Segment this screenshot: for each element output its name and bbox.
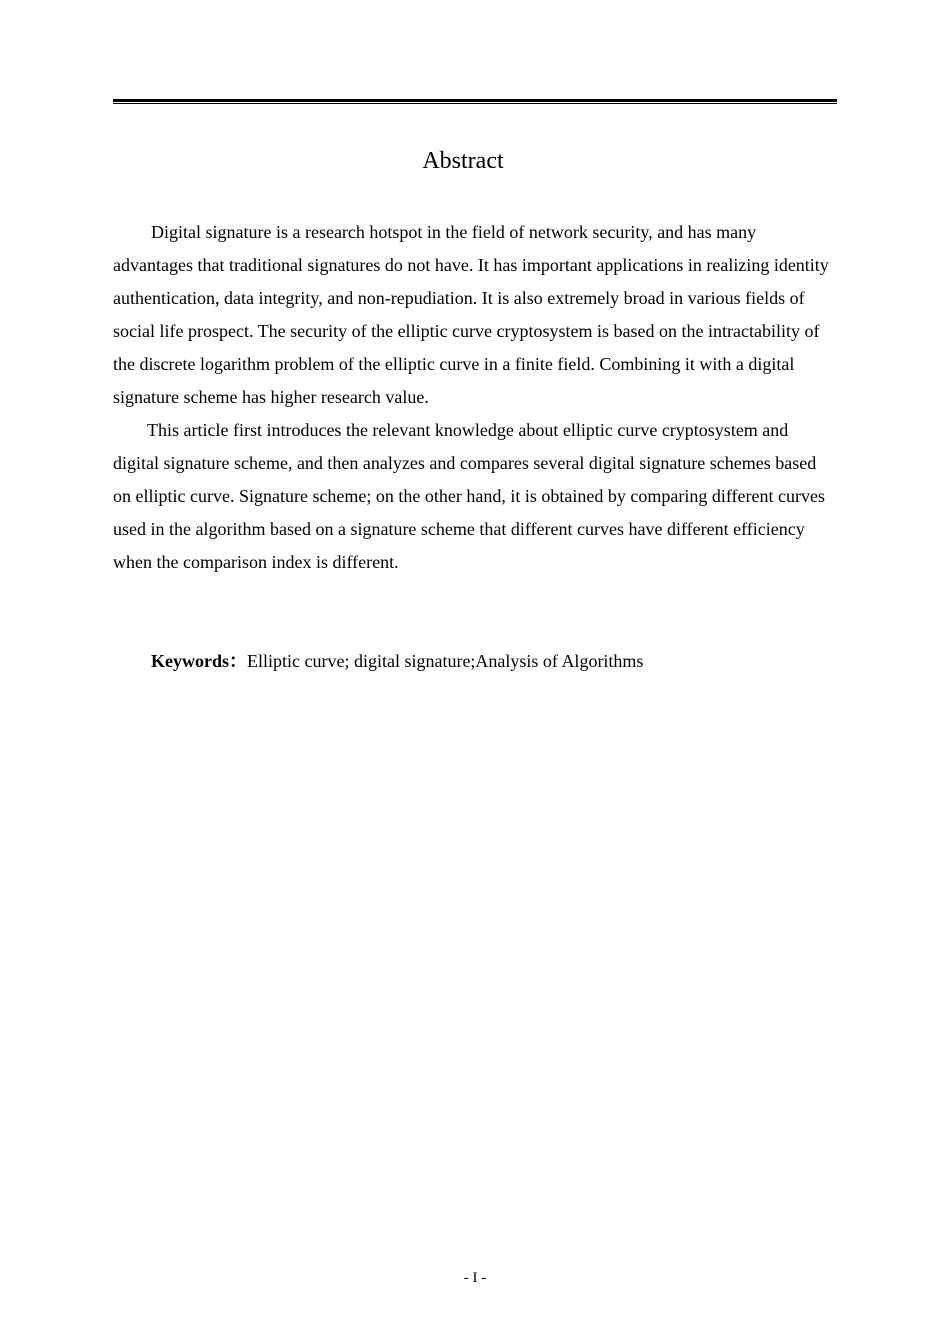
abstract-paragraph-1: Digital signature is a research hotspot in the field of network security, and has many advantages that traditional signatures do not have. It has important applications in realizing identity authentication, data integrity, and non-repudiation. It is also extremely broad in various fields of social life prospect. The security of the elliptic curve cryptosystem is based on the intractability of the discrete logarithm problem of the elliptic curve in a finite field. Combining it with a digital signature scheme has higher research value. bbox=[113, 222, 829, 407]
keywords-label: Keywords： bbox=[151, 651, 247, 671]
header-double-rule bbox=[113, 99, 837, 105]
header-rule-thin bbox=[113, 103, 837, 104]
page-number: - I - bbox=[463, 1270, 487, 1286]
keywords-value: Elliptic curve; digital signature;Analysis of Algorithms bbox=[247, 651, 644, 671]
abstract-paragraph-2: This article first introduces the relevant knowledge about elliptic curve cryptosystem and digital signature scheme, and then analyzes and compares several digital signature schemes based on elliptic curve. Signature scheme; on the other hand, it is obtained by comparing different curves used in the algorithm based on a signature scheme that different curves have different efficiency when the comparison index is different. bbox=[113, 420, 825, 572]
keywords-line bbox=[151, 646, 841, 676]
abstract-body bbox=[113, 216, 837, 579]
header-rule-thick bbox=[113, 99, 837, 102]
page-title: Abstract bbox=[422, 148, 504, 174]
